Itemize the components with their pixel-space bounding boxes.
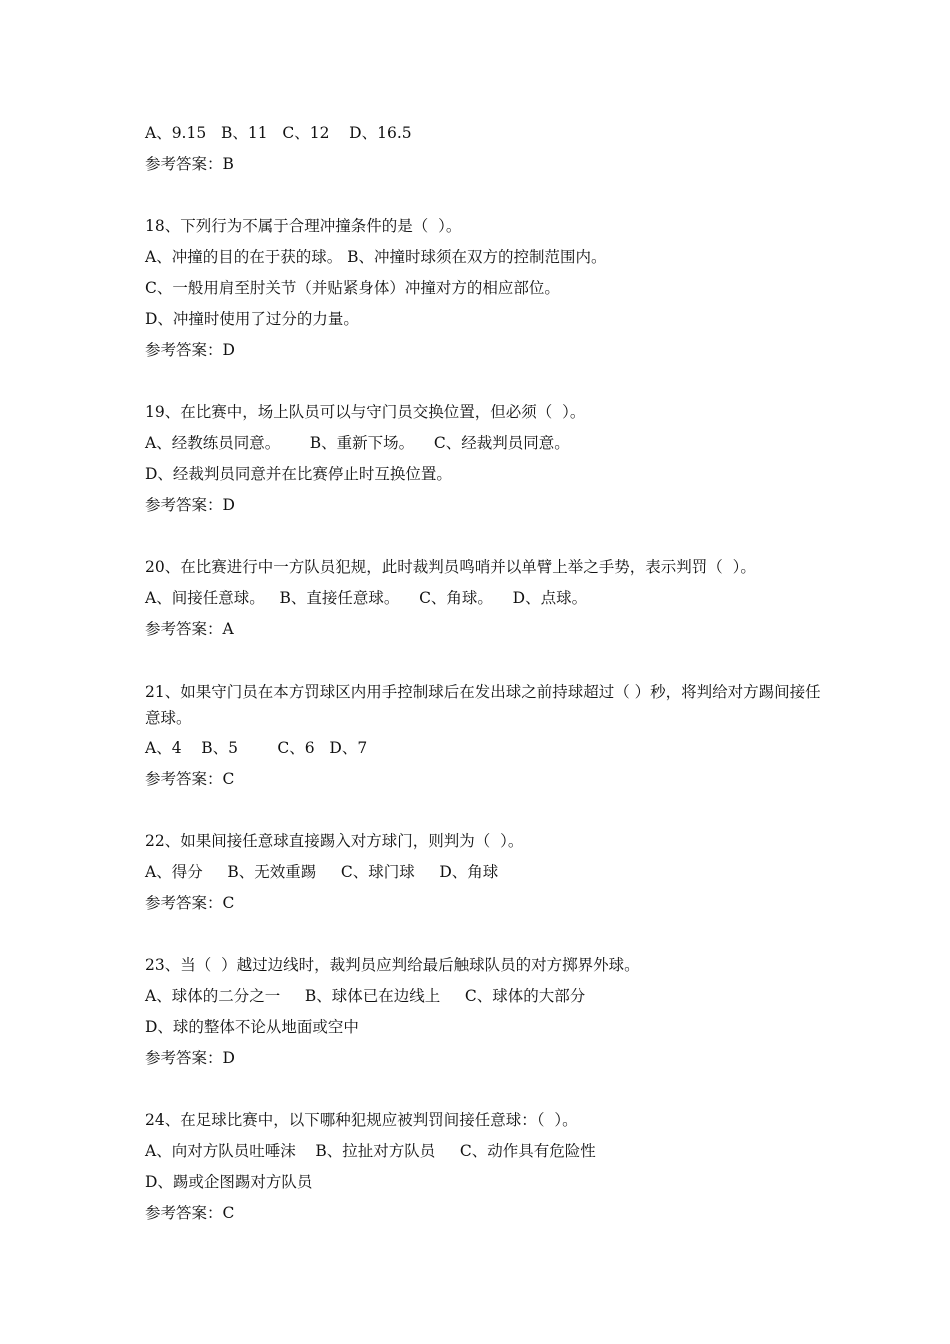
question-21: 21、如果守门员在本方罚球区内用手控制球后在发出球之前持球超过（ ）秒，将判给对方踢间接任意球。 [145, 683, 821, 727]
options-line: D、踢或企图踢对方队员 [145, 1173, 313, 1191]
spacer [145, 1074, 825, 1105]
answer-line: 参考答案：A [145, 620, 234, 638]
options-line: D、经裁判员同意并在比赛停止时互换位置。 [145, 465, 452, 483]
options-line: A、经教练员同意。 B、重新下场。 C、经裁判员同意。 [145, 434, 570, 452]
question-22: 22、如果间接任意球直接踢入对方球门，则判为（ ）。 [145, 832, 524, 850]
spacer [145, 366, 825, 397]
options-line: D、球的整体不论从地面或空中 [145, 1018, 359, 1036]
answer-line: 参考答案：C [145, 894, 235, 912]
options-line: A、9.15 B、11 C、12 D、16.5 [145, 124, 412, 142]
options-line: C、一般用肩至肘关节（并贴紧身体）冲撞对方的相应部位。 [145, 279, 560, 297]
answer-line: 参考答案：D [145, 341, 235, 359]
options-line: A、4 B、5 C、6 D、7 [145, 739, 368, 757]
spacer [145, 795, 825, 826]
answer-line: 参考答案：C [145, 1204, 235, 1222]
spacer [145, 919, 825, 950]
spacer [145, 180, 825, 211]
question-20: 20、在比赛进行中一方队员犯规，此时裁判员鸣哨并以单臂上举之手势，表示判罚（ ）。 [145, 558, 756, 576]
answer-line: 参考答案：D [145, 1049, 235, 1067]
answer-line: 参考答案：D [145, 496, 235, 514]
answer-line: 参考答案：B [145, 155, 234, 173]
options-line: A、球体的二分之一 B、球体已在边线上 C、球体的大部分 [145, 987, 586, 1005]
options-line: D、冲撞时使用了过分的力量。 [145, 310, 359, 328]
answer-line: 参考答案：C [145, 770, 235, 788]
question-19: 19、在比赛中，场上队员可以与守门员交换位置，但必须（ ）。 [145, 403, 586, 421]
spacer [145, 645, 825, 676]
options-line: A、得分 B、无效重踢 C、球门球 D、角球 [145, 863, 499, 881]
spacer [145, 521, 825, 552]
options-line: A、向对方队员吐唾沫 B、拉扯对方队员 C、动作具有危险性 [145, 1142, 596, 1160]
document-page [145, 118, 825, 1229]
question-18: 18、下列行为不属于合理冲撞条件的是（ ）。 [145, 217, 462, 235]
question-23: 23、当（ ）越过边线时，裁判员应判给最后触球队员的对方掷界外球。 [145, 956, 640, 974]
options-line: A、冲撞的目的在于获的球。 B、冲撞时球须在双方的控制范围内。 [145, 248, 607, 266]
question-24: 24、在足球比赛中，以下哪种犯规应被判罚间接任意球：（ ）。 [145, 1111, 578, 1129]
options-line: A、间接任意球。 B、直接任意球。 C、角球。 D、点球。 [145, 589, 588, 607]
